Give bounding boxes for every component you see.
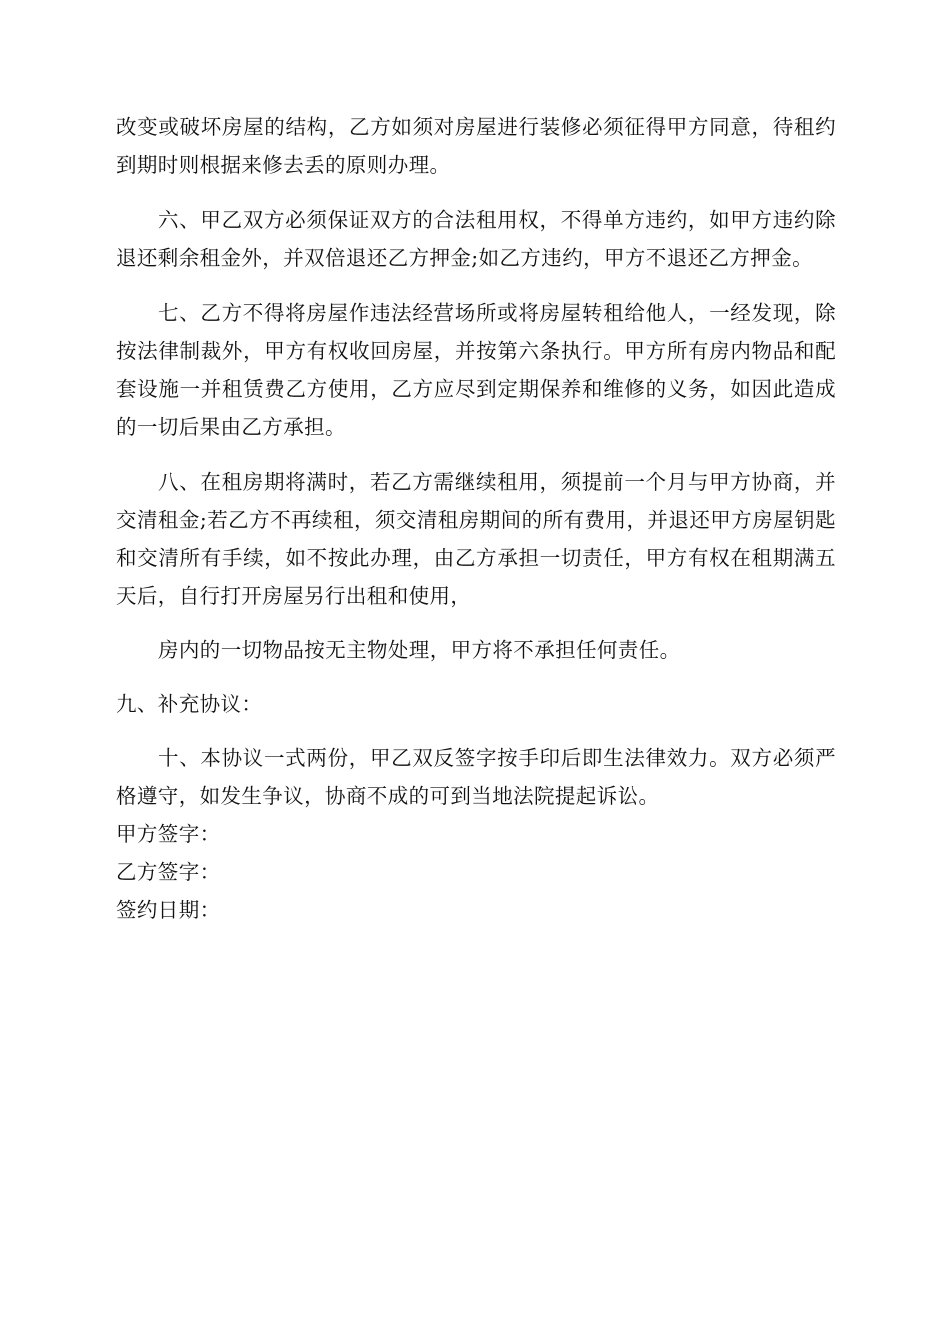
clause-9: 九、补充协议： [116,692,263,716]
clause-7: 七、乙方不得将房屋作违法经营场所或将房屋转租给他人，一经发现，除按法律制裁外，甲方有权收回房屋，并按第六条执行。甲方所有房内物品和配套设施一并租赁费乙方使用，乙方应尽到定期保养和维修的义务，如因此造成的一切后果由乙方承担。 [116,301,836,439]
clause-8: 八、在租房期将满时，若乙方需继续租用，须提前一个月与甲方协商，并交清租金;若乙方不再续租，须交清租房期间的所有费用，并退还甲方房屋钥匙和交清所有手续，如不按此办理，由乙方承担一切责任，甲方有权在租期满五天后，自行打开房屋另行出租和使用， [116,470,836,608]
document-page [116,108,836,929]
party-b-signature-label: 乙方签字： [116,860,221,884]
signing-date-label: 签约日期： [116,898,221,922]
clause-10: 十、本协议一式两份，甲乙双反签字按手印后即生法律效力。双方必须严格遵守，如发生争议，协商不成的可到当地法院提起诉讼。 [116,746,836,808]
clause-8-continuation: 房内的一切物品按无主物处理，甲方将不承担任何责任。 [158,638,681,662]
clause-5-continuation: 改变或破坏房屋的结构，乙方如须对房屋进行装修必须征得甲方同意，待租约到期时则根据来修去丢的原则办理。 [116,115,836,177]
party-a-signature-label: 甲方签字： [116,822,221,846]
clause-6: 六、甲乙双方必须保证双方的合法租用权，不得单方违约，如甲方违约除退还剩余租金外，并双倍退还乙方押金;如乙方违约，甲方不退还乙方押金。 [116,208,836,270]
